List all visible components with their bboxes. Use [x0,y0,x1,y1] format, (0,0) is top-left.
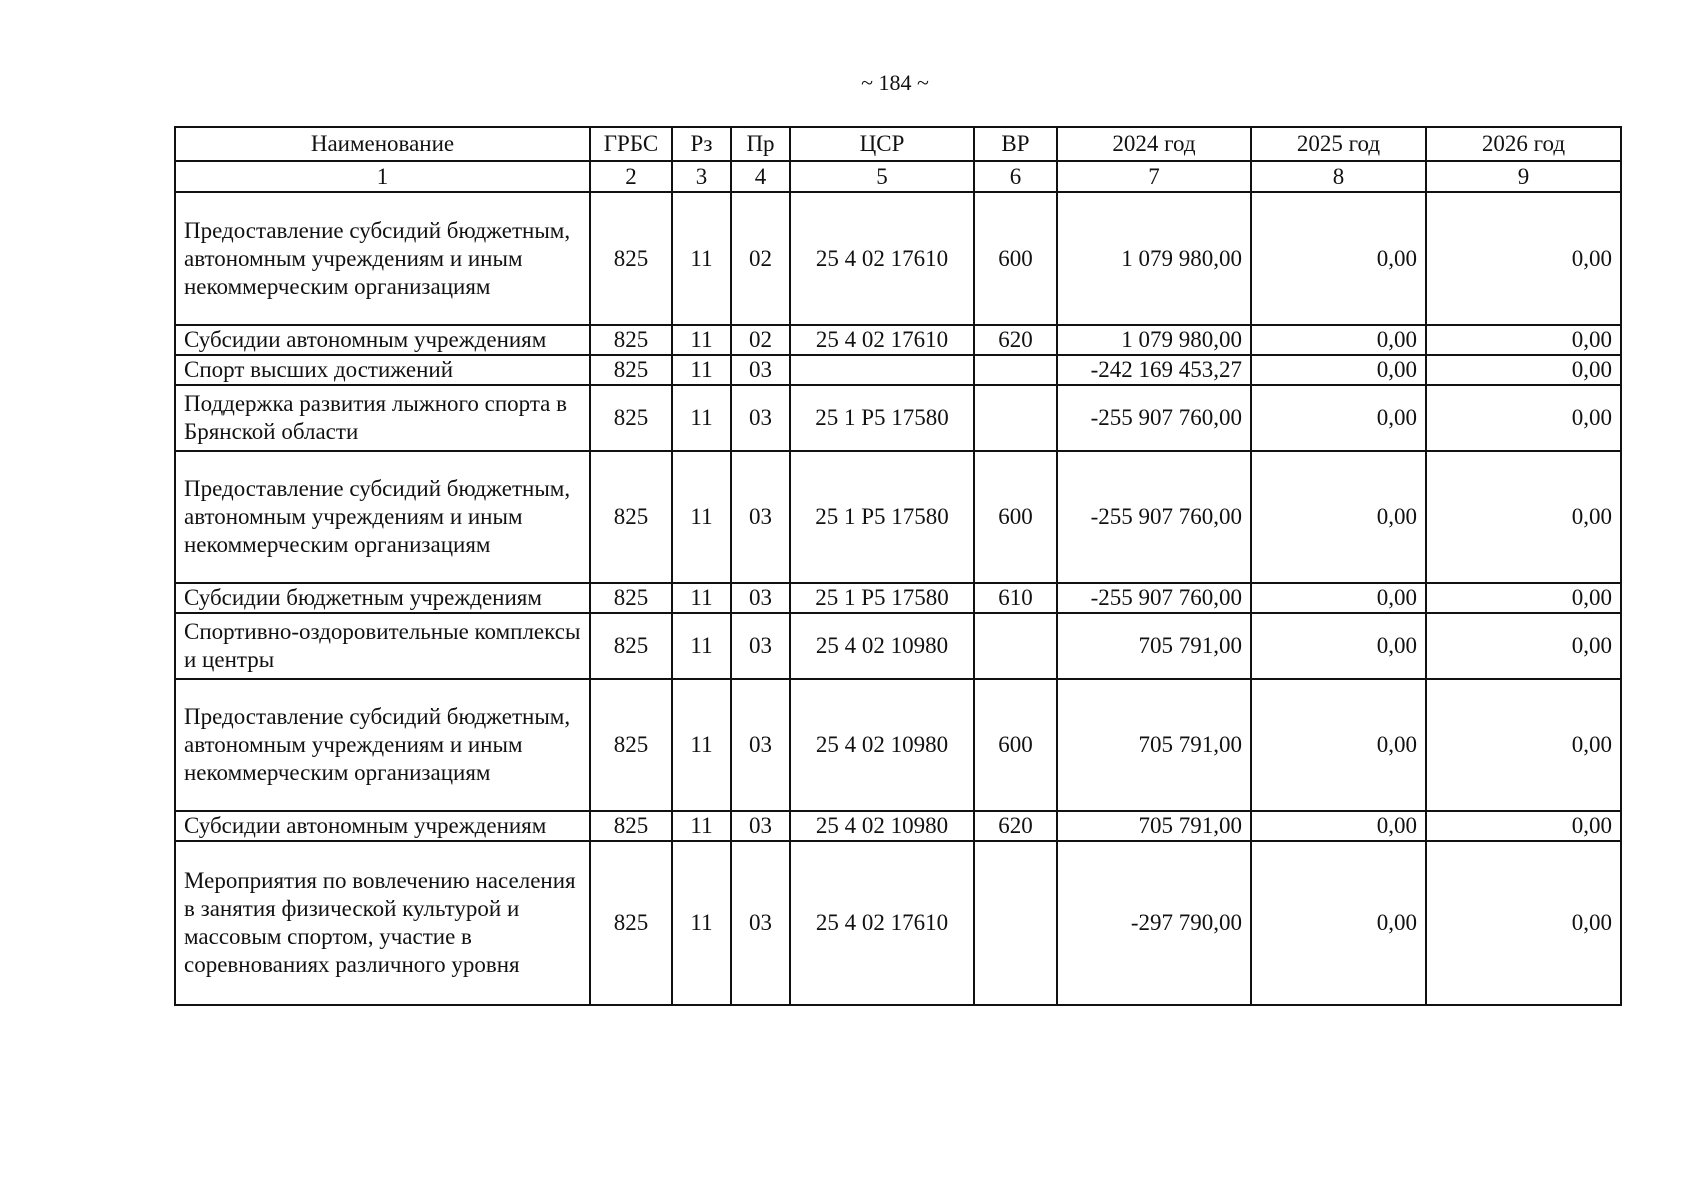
row-rz: 11 [672,451,731,583]
column-number: 5 [790,161,974,192]
row-grbs: 825 [590,451,672,583]
row-grbs: 825 [590,811,672,841]
row-csr: 25 4 02 17610 [790,192,974,325]
row-2025: 0,00 [1251,613,1426,679]
column-number: 2 [590,161,672,192]
row-name: Поддержка развития лыжного спорта в Брянской области [175,385,590,451]
row-2026: 0,00 [1426,679,1621,811]
column-number: 8 [1251,161,1426,192]
row-csr: 25 4 02 10980 [790,811,974,841]
column-header-2026: 2026 год [1426,127,1621,161]
column-header-grbs: ГРБС [590,127,672,161]
row-pr: 03 [731,385,790,451]
row-pr: 03 [731,583,790,613]
row-name: Предоставление субсидий бюджетным, автономным учреждениям и иным некоммерческим организациям [175,451,590,583]
column-number: 9 [1426,161,1621,192]
row-csr: 25 1 P5 17580 [790,385,974,451]
row-grbs: 825 [590,583,672,613]
row-2026: 0,00 [1426,583,1621,613]
column-header-rz: Рз [672,127,731,161]
table-row [175,841,1621,1005]
row-name: Предоставление субсидий бюджетным, автономным учреждениям и иным некоммерческим организациям [175,192,590,325]
row-csr: 25 4 02 10980 [790,679,974,811]
row-vr [974,355,1057,385]
column-header-name: Наименование [175,127,590,161]
table-row [175,385,1621,451]
row-name: Предоставление субсидий бюджетным, автономным учреждениям и иным некоммерческим организациям [175,679,590,811]
column-number: 4 [731,161,790,192]
column-number-row [175,161,1621,192]
table-row [175,325,1621,355]
row-2026: 0,00 [1426,325,1621,355]
table-row [175,192,1621,325]
row-vr [974,841,1057,1005]
row-vr [974,385,1057,451]
row-2025: 0,00 [1251,355,1426,385]
row-csr [790,355,974,385]
column-header-2024: 2024 год [1057,127,1251,161]
row-rz: 11 [672,679,731,811]
row-pr: 02 [731,325,790,355]
row-2025: 0,00 [1251,192,1426,325]
row-2026: 0,00 [1426,811,1621,841]
row-pr: 03 [731,811,790,841]
table-row [175,679,1621,811]
row-2024: 1 079 980,00 [1057,192,1251,325]
row-vr: 600 [974,451,1057,583]
row-csr: 25 4 02 10980 [790,613,974,679]
row-name: Субсидии автономным учреждениям [175,811,590,841]
row-grbs: 825 [590,325,672,355]
row-name: Мероприятия по вовлечению населения в занятия физической культурой и массовым спортом, участие в соревнованиях различного уровня [175,841,590,1005]
row-rz: 11 [672,325,731,355]
column-number: 3 [672,161,731,192]
row-grbs: 825 [590,355,672,385]
table-row [175,451,1621,583]
row-rz: 11 [672,385,731,451]
row-pr: 03 [731,451,790,583]
row-name: Субсидии бюджетным учреждениям [175,583,590,613]
row-pr: 03 [731,613,790,679]
column-number: 7 [1057,161,1251,192]
row-2025: 0,00 [1251,583,1426,613]
row-2026: 0,00 [1426,385,1621,451]
budget-table [174,126,1622,1006]
row-name: Спорт высших достижений [175,355,590,385]
row-vr: 620 [974,325,1057,355]
column-header-vr: ВР [974,127,1057,161]
row-vr: 620 [974,811,1057,841]
row-csr: 25 1 P5 17580 [790,451,974,583]
table-row [175,355,1621,385]
row-csr: 25 4 02 17610 [790,325,974,355]
row-vr: 600 [974,679,1057,811]
row-grbs: 825 [590,841,672,1005]
row-pr: 03 [731,355,790,385]
row-pr: 02 [731,192,790,325]
row-2024: 705 791,00 [1057,811,1251,841]
row-grbs: 825 [590,385,672,451]
row-csr: 25 1 P5 17580 [790,583,974,613]
header-row [175,127,1621,161]
row-2024: -242 169 453,27 [1057,355,1251,385]
row-2024: 705 791,00 [1057,613,1251,679]
row-pr: 03 [731,679,790,811]
row-2026: 0,00 [1426,841,1621,1005]
row-rz: 11 [672,841,731,1005]
row-name: Спортивно-оздоровительные комплексы и центры [175,613,590,679]
row-rz: 11 [672,192,731,325]
row-2025: 0,00 [1251,811,1426,841]
row-vr [974,613,1057,679]
column-number: 1 [175,161,590,192]
row-2025: 0,00 [1251,451,1426,583]
row-grbs: 825 [590,679,672,811]
row-2024: -255 907 760,00 [1057,385,1251,451]
row-2026: 0,00 [1426,192,1621,325]
row-2025: 0,00 [1251,385,1426,451]
column-header-2025: 2025 год [1251,127,1426,161]
row-rz: 11 [672,355,731,385]
page-number: ~ 184 ~ [861,70,929,95]
column-number: 6 [974,161,1057,192]
row-vr: 600 [974,192,1057,325]
row-2024: 705 791,00 [1057,679,1251,811]
table-row [175,583,1621,613]
row-rz: 11 [672,613,731,679]
row-grbs: 825 [590,613,672,679]
row-2026: 0,00 [1426,451,1621,583]
row-vr: 610 [974,583,1057,613]
table-row [175,811,1621,841]
row-2025: 0,00 [1251,325,1426,355]
row-pr: 03 [731,841,790,1005]
column-header-csr: ЦСР [790,127,974,161]
row-2024: -255 907 760,00 [1057,451,1251,583]
row-csr: 25 4 02 17610 [790,841,974,1005]
row-2025: 0,00 [1251,679,1426,811]
row-2026: 0,00 [1426,613,1621,679]
row-rz: 11 [672,583,731,613]
table-row [175,613,1621,679]
row-grbs: 825 [590,192,672,325]
row-rz: 11 [672,811,731,841]
row-2024: -297 790,00 [1057,841,1251,1005]
row-2024: 1 079 980,00 [1057,325,1251,355]
row-2026: 0,00 [1426,355,1621,385]
row-2025: 0,00 [1251,841,1426,1005]
row-name: Субсидии автономным учреждениям [175,325,590,355]
column-header-pr: Пр [731,127,790,161]
row-2024: -255 907 760,00 [1057,583,1251,613]
